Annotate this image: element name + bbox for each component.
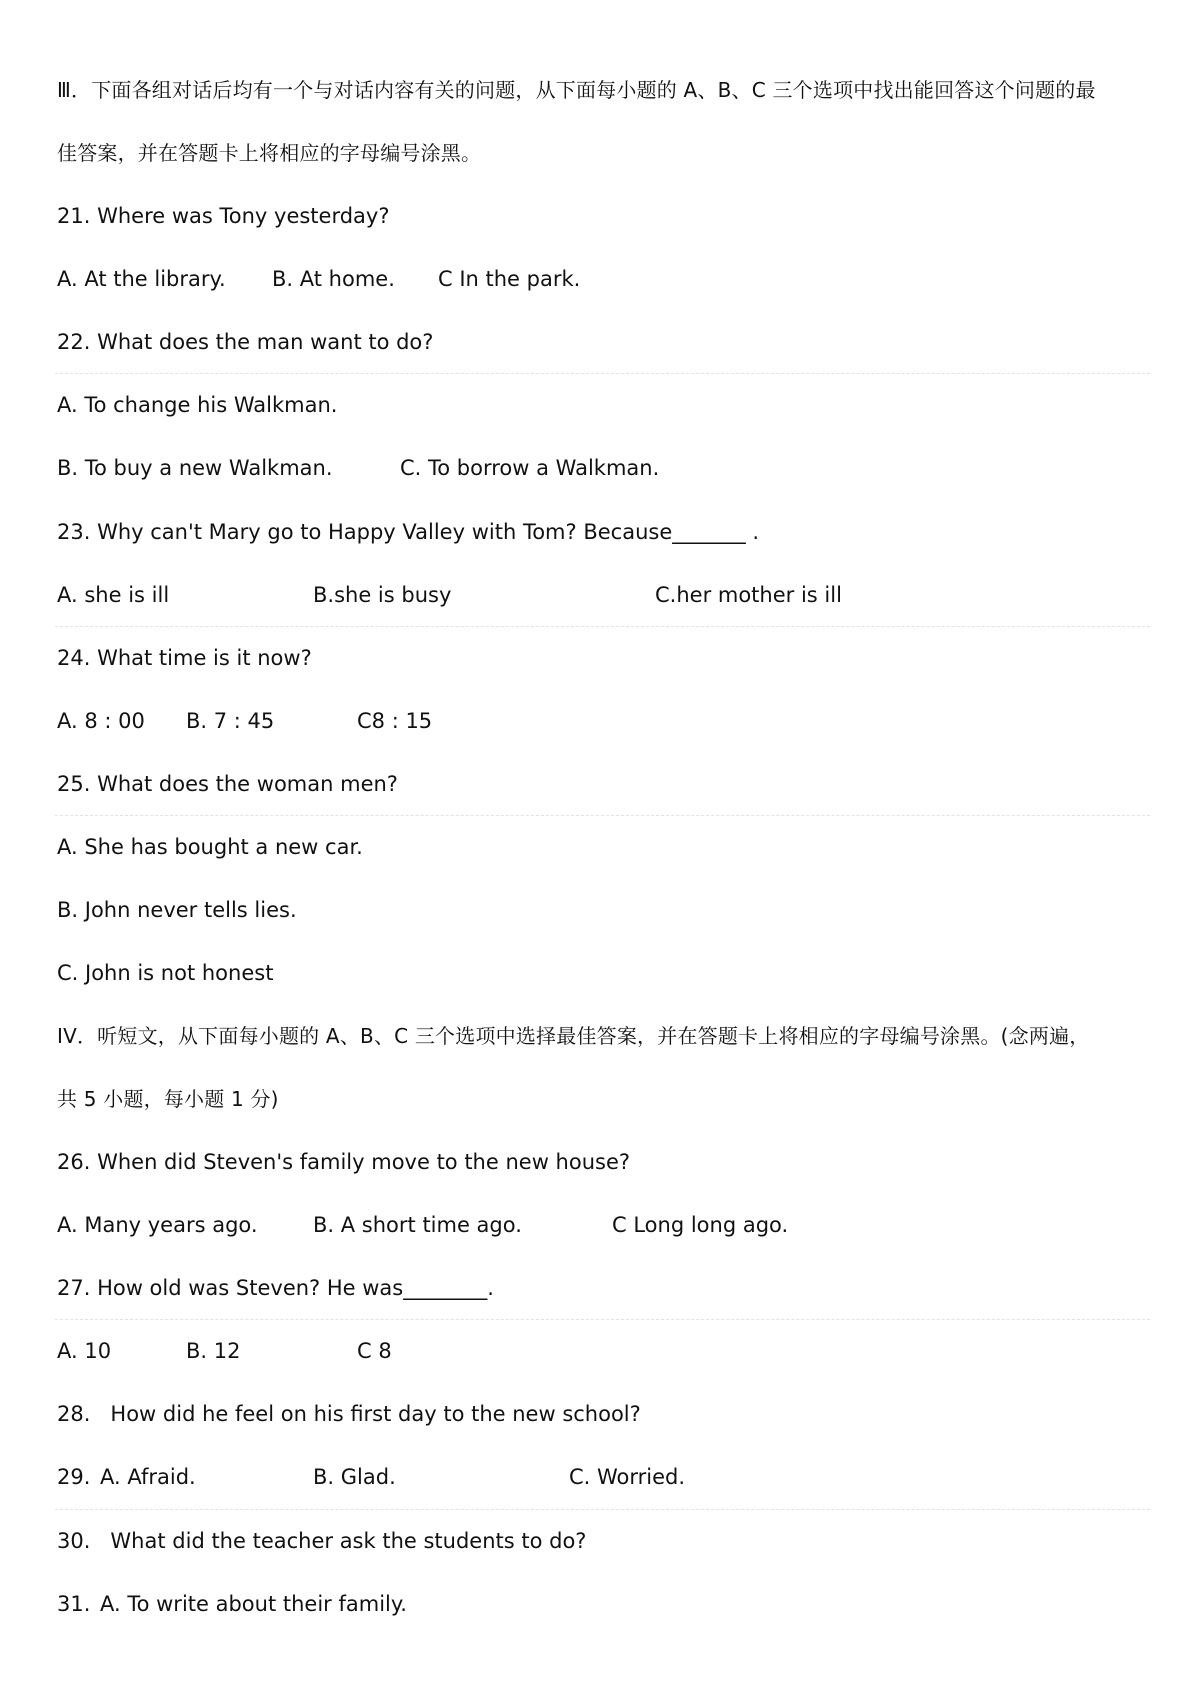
question-23-option-c: C.her mother is ill [655, 583, 842, 607]
question-21-option-a: A. At the library. [57, 267, 226, 291]
question-28: 28. How did he feel on his first day to the new school? [57, 1402, 641, 1426]
question-23-option-b: B.she is busy [313, 583, 452, 607]
question-22-option-a: A. To change his Walkman. [57, 393, 338, 417]
question-21-option-c: C In the park. [438, 267, 581, 291]
divider [55, 815, 1150, 816]
question-26-option-c: C Long long ago. [612, 1213, 789, 1237]
question-29-option-a: A. Afraid. [100, 1465, 196, 1489]
question-26-option-a: A. Many years ago. [57, 1213, 258, 1237]
divider [55, 1319, 1150, 1320]
question-31-number: 31. [57, 1592, 91, 1616]
divider [55, 626, 1150, 627]
question-26-option-b: B. A short time ago. [313, 1213, 522, 1237]
question-25: 25. What does the woman men? [57, 772, 398, 796]
question-22: 22. What does the man want to do? [57, 330, 434, 354]
section-3-instructions-line-2: 佳答案，并在答题卡上将相应的字母编号涂黑。 [57, 141, 482, 165]
question-24-option-c: C8 : 15 [357, 709, 433, 733]
question-27-option-a: A. 10 [57, 1339, 112, 1363]
question-21: 21. Where was Tony yesterday? [57, 204, 390, 228]
question-31-option-a: A. To write about their family. [100, 1592, 407, 1616]
question-23-option-a: A. she is ill [57, 583, 170, 607]
question-29-option-b: B. Glad. [313, 1465, 396, 1489]
question-27-option-b: B. 12 [186, 1339, 241, 1363]
question-27: 27. How old was Steven? He was________. [57, 1276, 494, 1300]
question-25-option-b: B. John never tells lies. [57, 898, 297, 922]
question-29-option-c: C. Worried. [569, 1465, 686, 1489]
question-23: 23. Why can't Mary go to Happy Valley with Tom? Because_______ . [57, 520, 760, 544]
question-25-option-a: A. She has bought a new car. [57, 835, 363, 859]
question-24-option-b: B. 7 : 45 [186, 709, 275, 733]
question-26: 26. When did Steven's family move to the new house? [57, 1150, 631, 1174]
question-24-option-a: A. 8 : 00 [57, 709, 145, 733]
question-22-option-c: C. To borrow a Walkman. [400, 456, 660, 480]
question-24: 24. What time is it now? [57, 646, 312, 670]
question-25-option-c: C. John is not honest [57, 961, 274, 985]
question-27-option-c: C 8 [357, 1339, 392, 1363]
divider [55, 373, 1150, 374]
section-4-instructions-line-1: IV．听短文，从下面每小题的 A、B、C 三个选项中选择最佳答案，并在答题卡上将相应的字母编号涂黑。(念两遍， [57, 1024, 1090, 1048]
question-30: 30. What did the teacher ask the students to do? [57, 1529, 587, 1553]
question-22-option-b: B. To buy a new Walkman. [57, 456, 333, 480]
section-3-instructions-line-1: Ⅲ．下面各组对话后均有一个与对话内容有关的问题，从下面每小题的 A、B、C 三个选项中找出能回答这个问题的最 [57, 78, 1096, 102]
divider [55, 1509, 1150, 1510]
question-29-number: 29. [57, 1465, 91, 1489]
question-21-option-b: B. At home. [272, 267, 395, 291]
section-4-instructions-line-2: 共 5 小题，每小题 1 分) [57, 1087, 279, 1111]
